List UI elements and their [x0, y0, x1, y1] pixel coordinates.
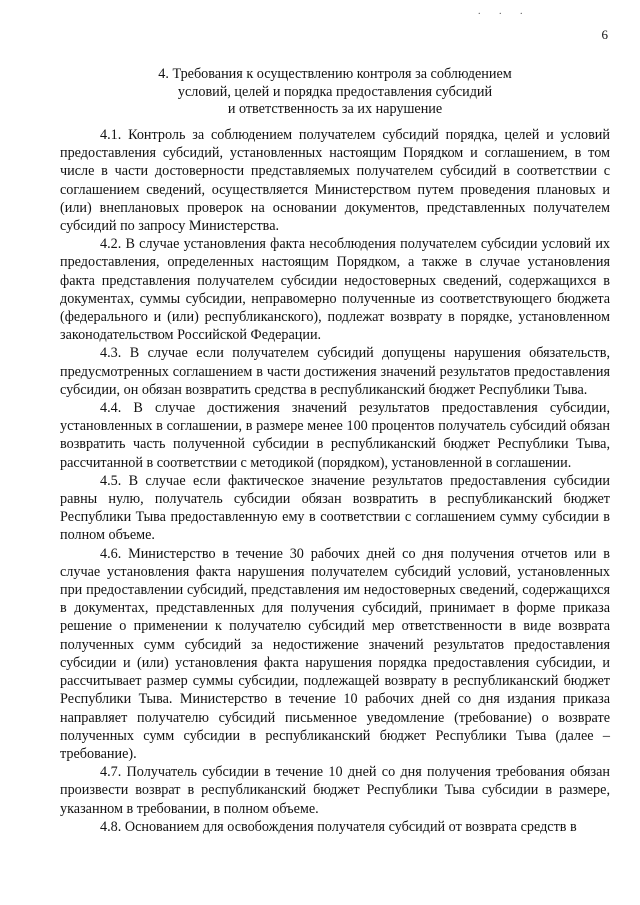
paragraph-4-3: 4.3. В случае если получателем субсидий допущены нарушения обязательств, предусмотренных соглашением в части достижения значений результатов предоставления субсидии, он обязан возвратить средства в республиканский бюджет Республики Тыва.	[60, 345, 610, 398]
body-text	[60, 126, 610, 836]
heading-line-2: условий, целей и порядка предоставления субсидий	[177, 83, 493, 100]
paragraph-4-4: 4.4. В случае достижения значений результатов предоставления субсидии, установленных в соглашении, в размере менее 100 процентов получатель субсидий обязан возвратить часть полученной субсидии в республиканский бюджет Республики Тыва, рассчитанной в соответствии с методикой (порядком), установленной в соглашении.	[60, 400, 610, 471]
heading-line-1: 4. Требования к осуществлению контроля за соблюдением	[158, 66, 512, 82]
paragraph-4-5: 4.5. В случае если фактическое значение результатов предоставления субсидии равны нулю, получатель субсидии обязан возвратить в республиканский бюджет Республики Тыва предоставленную ему в соответствии с соглашением сумму субсидии в полном объеме.	[60, 472, 610, 544]
paragraph-4-2: 4.2. В случае установления факта несоблюдения получателем субсидии условий их предоставления, определенных настоящим Порядком, а также в случае установления факта представления получателем субсидии недостоверных сведений, содержащихся в документах, суммы субсидии, неправомерно полученные из соответствующего бюджета (федерального и (или) республиканского), подлежат возврату в порядке, установленном законодательством Российской Федерации.	[60, 236, 610, 344]
heading-line-3: и ответственность за их нарушение	[227, 101, 443, 117]
section-heading	[60, 66, 610, 119]
paragraph-4-8: 4.8. Основанием для освобождения получателя субсидий от возврата средств в	[100, 818, 577, 835]
paragraph-4-1: 4.1. Контроль за соблюдением получателем субсидий порядка, целей и условий предоставления субсидий, установленных настоящим Порядком и соглашением, в том числе в части достоверности представляемых получателем субсидий в соответствии с соглашением сведений, осуществляется Министерством путем проведения плановых и (или) внеплановых проверок на основании документов, представленных получателем субсидий по запросу Министерства.	[60, 127, 610, 235]
scan-marks: . . .	[478, 6, 531, 17]
paragraph-4-6: 4.6. Министерство в течение 30 рабочих дней со дня получения отчетов или в случае установления факта нарушения получателем субсидий условий, установленных при предоставлении субсидий, представления им недостоверных сведений, содержащихся в документах, представленных для получения субсидий, принимает в форме приказа решение о применении к получателю субсидий мер ответственности в виде возврата полученных сумм субсидий за недостижение значений результатов предоставления субсидии и (или) установления факта нарушения порядка предоставления субсидии, и рассчитывает размер суммы субсидии, подлежащей возврату в республиканский бюджет Республики Тыва. Министерство в течение 10 рабочих дней со дня издания приказа направляет получателю субсидий письменное уведомление (требование) о возврате полученных сумм субсидии в республиканский бюджет Республики Тыва (далее – требование).	[60, 545, 610, 762]
paragraph-4-7: 4.7. Получатель субсидии в течение 10 дней со дня получения требования обязан произвести возврат в республиканский бюджет Республики Тыва субсидии в размере, указанном в требовании, в полном объеме.	[60, 764, 610, 817]
page-number: 6	[601, 27, 608, 42]
